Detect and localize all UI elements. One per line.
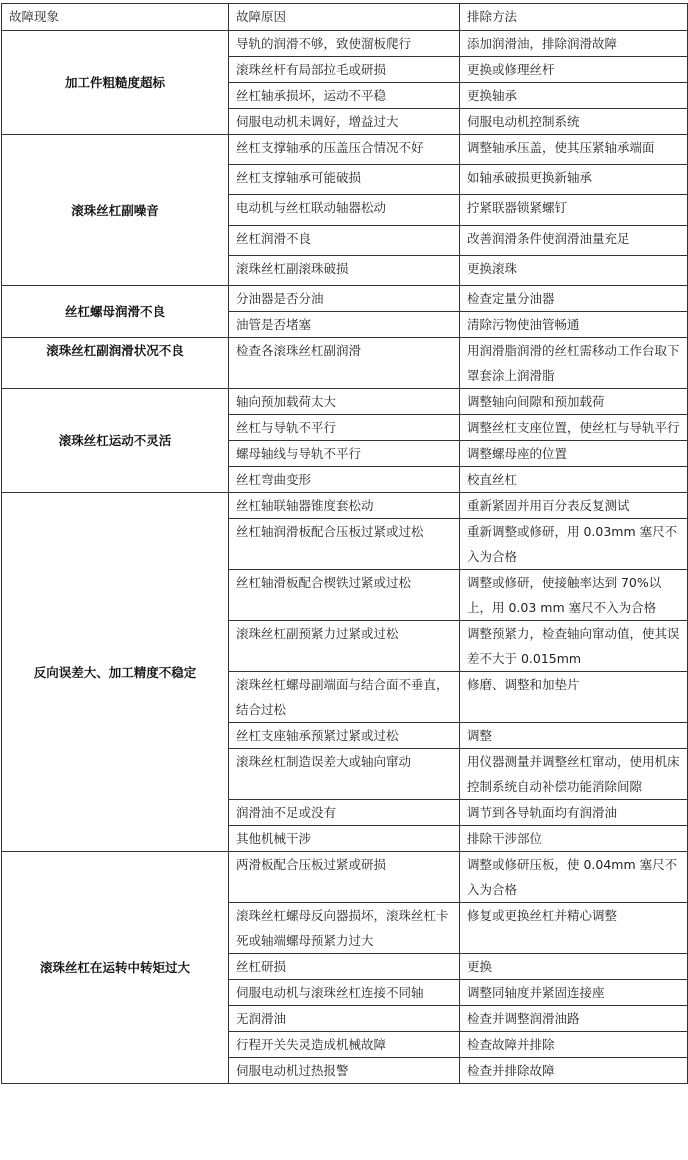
fault-remedy: 更换滚珠 <box>460 255 688 285</box>
fault-remedy: 清除污物使油管畅通 <box>460 312 688 338</box>
fault-remedy: 检查并排除故障 <box>460 1058 688 1084</box>
fault-cause: 螺母轴线与导轨不平行 <box>229 441 460 467</box>
table-row <box>2 31 688 57</box>
fault-cause: 无润滑油 <box>229 1006 460 1032</box>
fault-cause: 行程开关失灵造成机械故障 <box>229 1032 460 1058</box>
fault-cause: 伺服电动机与滚珠丝杠连接不同轴 <box>229 980 460 1006</box>
fault-cause: 其他机械干涉 <box>229 826 460 852</box>
fault-remedy: 重新调整或修研，用 0.03mm 塞尺不入为合格 <box>460 519 688 570</box>
fault-remedy: 改善润滑条件使润滑油量充足 <box>460 225 688 255</box>
fault-remedy: 如轴承破损更换新轴承 <box>460 165 688 195</box>
fault-symptom: 丝杠螺母润滑不良 <box>2 286 229 338</box>
fault-remedy: 重新紧固并用百分表反复测试 <box>460 493 688 519</box>
fault-cause: 滚珠丝杠螺母反向器损坏，滚珠丝杠卡死或轴端螺母预紧力过大 <box>229 903 460 954</box>
fault-remedy: 添加润滑油，排除润滑故障 <box>460 31 688 57</box>
table-row <box>2 338 688 389</box>
fault-remedy: 调整轴承压盖，使其压紧轴承端面 <box>460 135 688 165</box>
fault-remedy: 检查并调整润滑油路 <box>460 1006 688 1032</box>
fault-remedy: 用润滑脂润滑的丝杠需移动工作台取下罩套涂上润滑脂 <box>460 338 688 389</box>
fault-cause: 滚珠丝杠螺母副端面与结合面不垂直，结合过松 <box>229 672 460 723</box>
fault-symptom: 滚珠丝杠副润滑状况不良 <box>2 338 229 389</box>
fault-remedy: 调整螺母座的位置 <box>460 441 688 467</box>
fault-cause: 滚珠丝杠副预紧力过紧或过松 <box>229 621 460 672</box>
fault-remedy: 调整预紧力，检查轴向窜动值，使其误差不大于 0.015mm <box>460 621 688 672</box>
fault-cause: 丝杠支撑轴承可能破损 <box>229 165 460 195</box>
fault-remedy: 调整或修研压板，使 0.04mm 塞尺不入为合格 <box>460 852 688 903</box>
fault-symptom: 滚珠丝杠运动不灵活 <box>2 389 229 493</box>
fault-remedy: 调整轴向间隙和预加载荷 <box>460 389 688 415</box>
fault-cause: 丝杠润滑不良 <box>229 225 460 255</box>
fault-remedy: 检查故障并排除 <box>460 1032 688 1058</box>
fault-table <box>1 3 688 1084</box>
fault-remedy: 更换 <box>460 954 688 980</box>
header-cause: 故障原因 <box>229 4 460 31</box>
fault-cause: 伺服电动机过热报警 <box>229 1058 460 1084</box>
fault-remedy: 调整或修研，使接触率达到 70%以上，用 0.03 mm 塞尺不入为合格 <box>460 570 688 621</box>
fault-cause: 两滑板配合压板过紧或研损 <box>229 852 460 903</box>
fault-cause: 丝杠支撑轴承的压盖压合情况不好 <box>229 135 460 165</box>
table-row <box>2 286 688 312</box>
table-row <box>2 135 688 165</box>
fault-cause: 伺服电动机未调好，增益过大 <box>229 109 460 135</box>
fault-symptom: 滚珠丝杠副噪音 <box>2 135 229 286</box>
fault-cause: 润滑油不足或没有 <box>229 800 460 826</box>
fault-cause: 滚珠丝杆有局部拉毛或研损 <box>229 57 460 83</box>
fault-remedy: 调节到各导轨面均有润滑油 <box>460 800 688 826</box>
fault-remedy: 更换或修理丝杆 <box>460 57 688 83</box>
fault-cause: 分油器是否分油 <box>229 286 460 312</box>
fault-cause: 丝杠弯曲变形 <box>229 467 460 493</box>
table-row <box>2 493 688 519</box>
fault-cause: 丝杠轴联轴器锥度套松动 <box>229 493 460 519</box>
fault-cause: 滚珠丝杠制造误差大或轴向窜动 <box>229 749 460 800</box>
fault-cause: 丝杠支座轴承预紧过紧或过松 <box>229 723 460 749</box>
table-row <box>2 852 688 903</box>
fault-remedy: 排除干涉部位 <box>460 826 688 852</box>
fault-cause: 丝杠轴承损坏，运动不平稳 <box>229 83 460 109</box>
fault-remedy: 校直丝杠 <box>460 467 688 493</box>
fault-remedy: 检查定量分油器 <box>460 286 688 312</box>
header-row <box>2 4 688 31</box>
fault-cause: 导轨的润滑不够，致使溜板爬行 <box>229 31 460 57</box>
fault-cause: 丝杠轴滑板配合楔铁过紧或过松 <box>229 570 460 621</box>
fault-remedy: 修复或更换丝杠并精心调整 <box>460 903 688 954</box>
fault-cause: 检查各滚珠丝杠副润滑 <box>229 338 460 389</box>
fault-remedy: 用仪器测量并调整丝杠窜动，使用机床控制系统自动补偿功能消除间隙 <box>460 749 688 800</box>
fault-cause: 滚珠丝杠副滚珠破损 <box>229 255 460 285</box>
fault-symptom: 反向误差大、加工精度不稳定 <box>2 493 229 852</box>
fault-symptom: 加工件粗糙度超标 <box>2 31 229 135</box>
fault-remedy: 拧紧联器锁紧螺钉 <box>460 195 688 225</box>
fault-symptom: 滚珠丝杠在运转中转矩过大 <box>2 852 229 1084</box>
fault-cause: 丝杠研损 <box>229 954 460 980</box>
fault-cause: 丝杠轴润滑板配合压板过紧或过松 <box>229 519 460 570</box>
fault-cause: 丝杠与导轨不平行 <box>229 415 460 441</box>
fault-remedy: 调整丝杠支座位置，使丝杠与导轨平行 <box>460 415 688 441</box>
header-remedy: 排除方法 <box>460 4 688 31</box>
table-row <box>2 389 688 415</box>
fault-remedy: 调整同轴度并紧固连接座 <box>460 980 688 1006</box>
fault-cause: 电动机与丝杠联动轴器松动 <box>229 195 460 225</box>
fault-cause: 油管是否堵塞 <box>229 312 460 338</box>
fault-remedy: 修磨、调整和加垫片 <box>460 672 688 723</box>
fault-remedy: 更换轴承 <box>460 83 688 109</box>
fault-remedy: 调整 <box>460 723 688 749</box>
fault-remedy: 伺服电动机控制系统 <box>460 109 688 135</box>
fault-cause: 轴向预加载荷太大 <box>229 389 460 415</box>
header-symptom: 故障现象 <box>2 4 229 31</box>
